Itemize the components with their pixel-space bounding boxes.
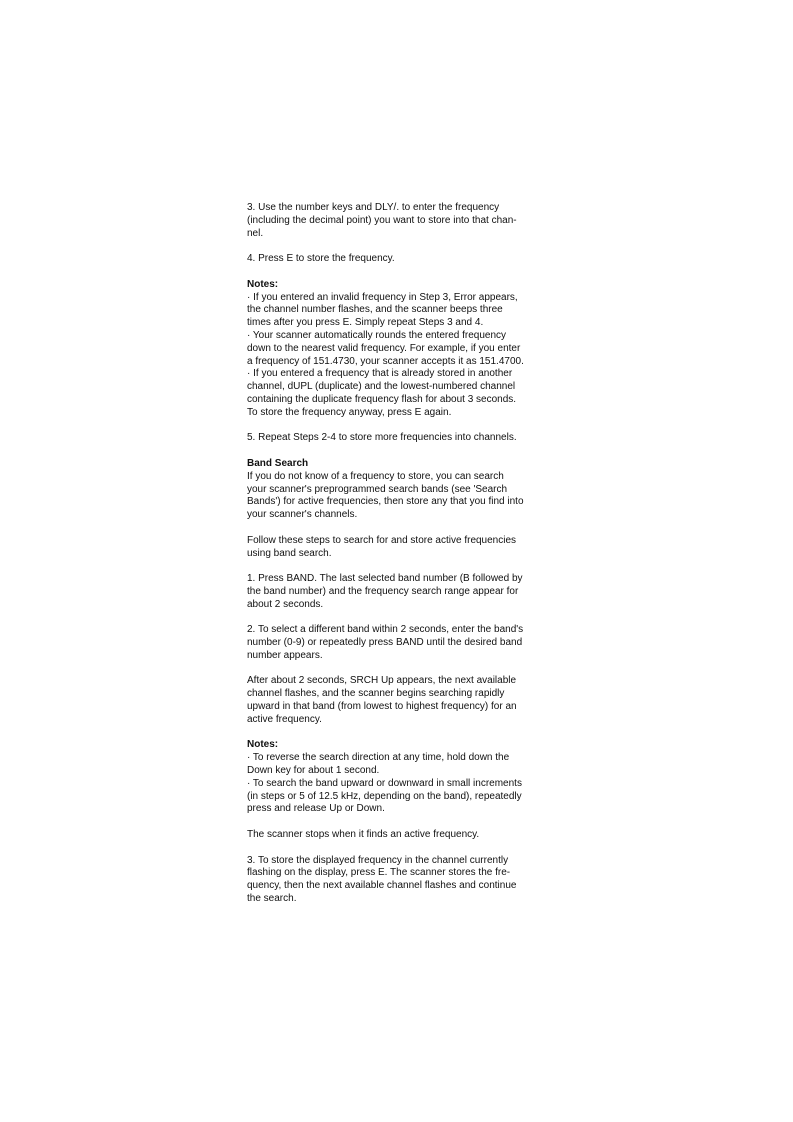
text-line: (including the decimal point) you want to store into that chan- xyxy=(247,214,517,226)
text-line: After about 2 seconds, SRCH Up appears, the next available xyxy=(247,675,517,687)
text-line: containing the duplicate frequency flash for about 3 seconds. xyxy=(247,393,517,405)
text-line: · If you entered a frequency that is already stored in another xyxy=(247,368,513,380)
text-line: using band search. xyxy=(247,547,332,559)
text-line: 1. Press BAND. The last selected band number (B followed by xyxy=(247,573,523,585)
text-line: the band number) and the frequency search range appear for xyxy=(247,585,519,597)
text-line: your scanner's preprogrammed search bands (see 'Search xyxy=(247,483,508,495)
text-line: the search. xyxy=(247,893,297,905)
text-line: 2. To select a different band within 2 seconds, enter the band's xyxy=(247,624,524,636)
text-line: 5. Repeat Steps 2-4 to store more frequencies into channels. xyxy=(247,432,517,444)
text-line: The scanner stops when it finds an active frequency. xyxy=(247,829,480,841)
notes-block xyxy=(247,279,552,420)
text-line: press and release Up or Down. xyxy=(247,803,385,815)
paragraph xyxy=(247,535,552,561)
text-line: · If you entered an invalid frequency in Step 3, Error appears, xyxy=(247,291,518,303)
text-line: upward in that band (from lowest to highest frequency) for an xyxy=(247,701,517,713)
paragraph xyxy=(247,573,552,611)
text-line: the channel number flashes, and the scanner beeps three xyxy=(247,304,503,316)
text-line: number (0-9) or repeatedly press BAND until the desired band xyxy=(247,637,523,649)
paragraph xyxy=(247,624,552,662)
text-line: (in steps or 5 of 12.5 kHz, depending on the band), repeatedly xyxy=(247,790,522,802)
text-line: flashing on the display, press E. The scanner stores the fre- xyxy=(247,867,511,879)
text-line: 3. Use the number keys and DLY/. to enter the frequency xyxy=(247,202,500,213)
text-line: 4. Press E to store the frequency. xyxy=(247,253,395,265)
text-line: Down key for about 1 second. xyxy=(247,765,380,777)
text-line: number appears. xyxy=(247,649,323,661)
text-line: times after you press E. Simply repeat Steps 3 and 4. xyxy=(247,317,484,329)
text-line: · Your scanner automatically rounds the entered frequency xyxy=(247,329,507,341)
text-line: active frequency. xyxy=(247,713,322,725)
text-line: 3. To store the displayed frequency in the channel currently xyxy=(247,854,509,866)
section-band-search xyxy=(247,458,552,522)
text-line: To store the frequency anyway, press E again. xyxy=(247,406,452,418)
paragraph xyxy=(247,829,552,842)
text-line: Bands') for active frequencies, then store any that you find into xyxy=(247,496,524,508)
text-line: your scanner's channels. xyxy=(247,509,358,521)
paragraph xyxy=(247,675,552,726)
section-heading: Notes: xyxy=(247,278,279,290)
section-heading: Band Search xyxy=(247,457,309,469)
text-line: down to the nearest valid frequency. For example, if you enter xyxy=(247,342,521,354)
text-line: Follow these steps to search for and store active frequencies xyxy=(247,534,517,546)
document-body xyxy=(247,202,552,919)
section-heading: Notes: xyxy=(247,739,279,751)
text-line: · To reverse the search direction at any time, hold down the xyxy=(247,752,510,764)
text-line: · To search the band upward or downward in small increments xyxy=(247,777,522,789)
paragraph xyxy=(247,855,552,906)
notes-block xyxy=(247,739,552,816)
text-line: a frequency of 151.4730, your scanner accepts it as 151.4700. xyxy=(247,355,524,367)
text-line: channel flashes, and the scanner begins searching rapidly xyxy=(247,688,505,700)
text-line: quency, then the next available channel flashes and continue xyxy=(247,880,517,892)
paragraph xyxy=(247,432,552,445)
paragraph xyxy=(247,202,552,240)
text-line: channel, dUPL (duplicate) and the lowest-numbered channel xyxy=(247,381,516,393)
text-line: nel. xyxy=(247,227,264,239)
text-line: If you do not know of a frequency to store, you can search xyxy=(247,470,504,482)
paragraph xyxy=(247,253,552,266)
text-line: about 2 seconds. xyxy=(247,598,324,610)
